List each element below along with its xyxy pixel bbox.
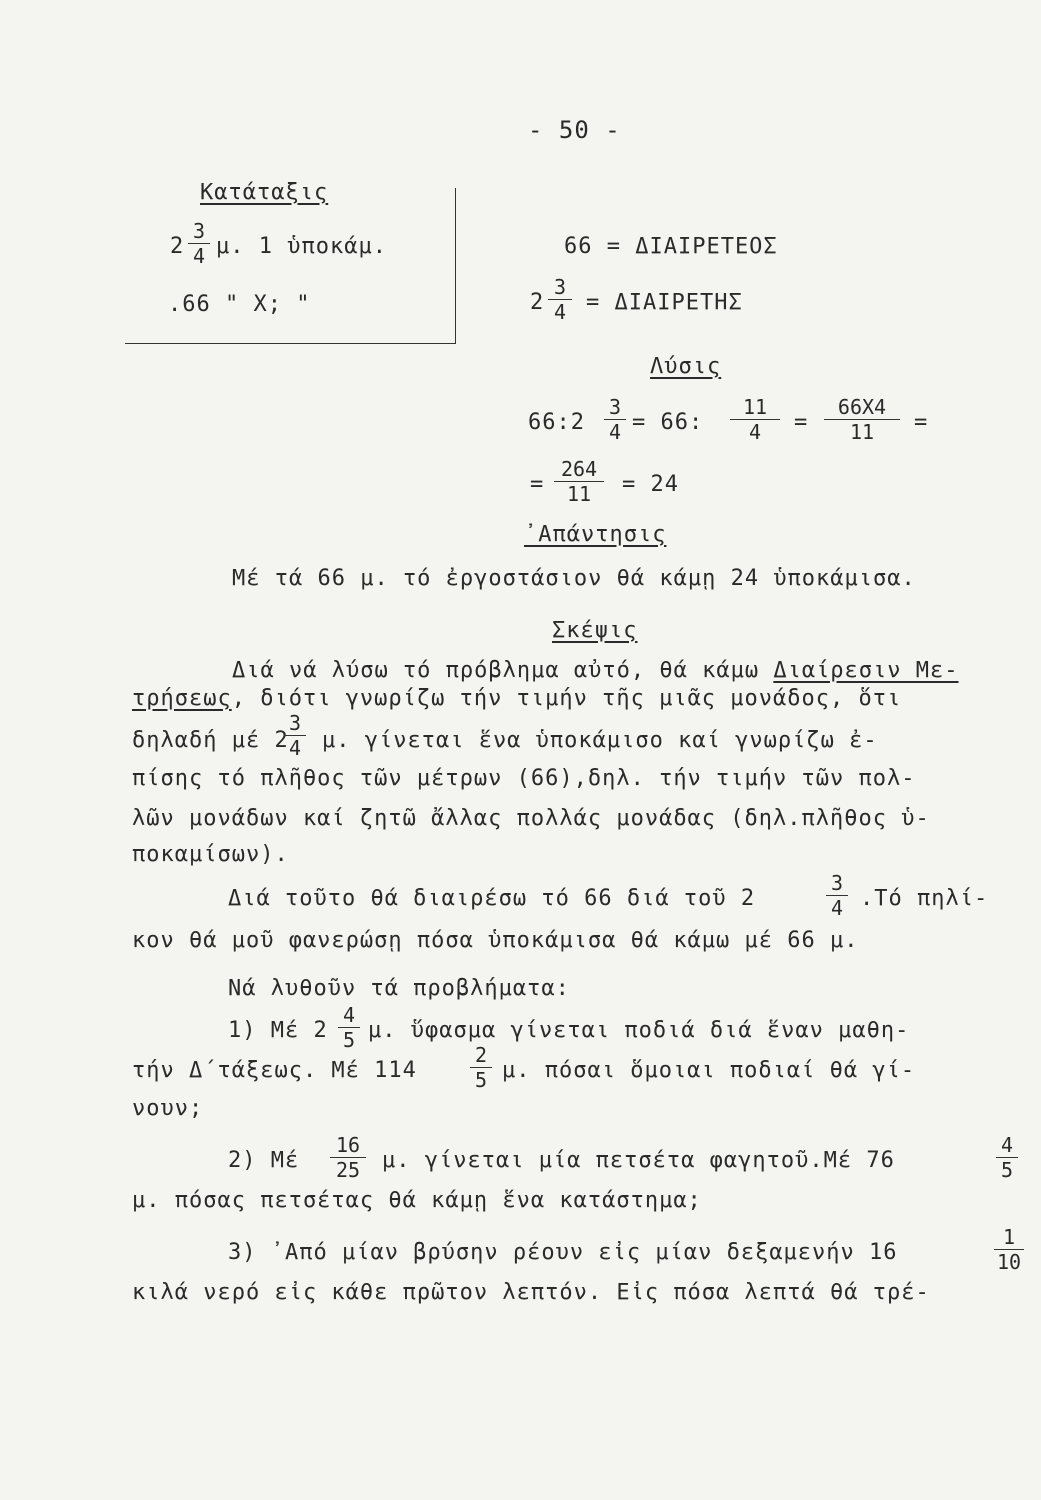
problem1-line2a: τήν Δ΄τάξεως. Μέ 114 bbox=[132, 1058, 417, 1083]
text-run: Διά νά λύσω τό πρόβλημα αὐτό, θά κάμω bbox=[232, 658, 774, 683]
dividend-line: 66 = ΔΙΑΙΡΕΤΕΟΣ bbox=[564, 234, 778, 259]
eq1-fraction1 bbox=[604, 396, 626, 443]
underlined-term: τρήσεως bbox=[132, 686, 232, 711]
skepsis-p2-line2: κον θά μοῦ φανερώσῃ πόσα ὑποκάμισα θά κάμω μέ 66 μ. bbox=[132, 928, 859, 953]
numerator: 3 bbox=[608, 395, 622, 419]
katataxis-row2-text: .66 " X; " bbox=[168, 292, 311, 317]
skepsis-p2-line1a: Διά τοῦτο θά διαιρέσω τό 66 διά τοῦ 2 bbox=[228, 886, 756, 911]
numerator: 3 bbox=[830, 871, 844, 895]
numerator: 264 bbox=[560, 457, 598, 481]
problem3-fraction bbox=[994, 1226, 1024, 1273]
denominator: 10 bbox=[996, 1250, 1022, 1274]
skepsis-p1-line5: λῶν μονάδων καί ζητῶ ἄλλας πολλάς μονάδας (δηλ.πλῆθος ὑ- bbox=[132, 806, 930, 831]
numerator: 3 bbox=[192, 219, 206, 243]
skepsis-p1-line4: πίσης τό πλῆθος τῶν μέτρων (66),δηλ. τήν τιμήν τῶν πολ- bbox=[132, 766, 916, 791]
eq1-a: 66:2 bbox=[528, 410, 585, 435]
numerator: 1 bbox=[1002, 1225, 1016, 1249]
problems-intro: Νά λυθοῦν τά προβλήματα: bbox=[228, 976, 570, 1001]
eq1-fraction3 bbox=[824, 396, 900, 443]
lysis-heading: Λύσις bbox=[650, 354, 722, 379]
denominator: 4 bbox=[830, 896, 844, 920]
katataxis-row1-whole: 2 bbox=[170, 234, 185, 259]
katataxis-row1-fraction bbox=[188, 220, 210, 267]
skepsis-p1-line2 bbox=[132, 686, 901, 711]
numerator: 3 bbox=[288, 711, 302, 735]
page-number: - 50 - bbox=[528, 116, 621, 144]
denominator: 11 bbox=[566, 482, 592, 506]
problem2-line1a: 2) Μέ bbox=[228, 1148, 300, 1173]
problem1-line3: νουν; bbox=[132, 1096, 204, 1121]
denominator: 4 bbox=[192, 244, 206, 268]
box-divider-vertical bbox=[455, 188, 456, 343]
eq2-fraction bbox=[554, 458, 604, 505]
problem3-line1a: 3) ᾿Από μίαν βρύσην ρέουν εἰς μίαν δεξαμενήν 16 bbox=[228, 1240, 898, 1265]
problem1-fraction2 bbox=[470, 1044, 492, 1091]
skepsis-p2-line1b: .Τό πηλί- bbox=[860, 886, 989, 911]
skepsis-fraction bbox=[284, 712, 306, 759]
box-divider-horizontal bbox=[125, 343, 456, 344]
skepsis-p1-line6: ποκαμίσων). bbox=[132, 842, 289, 867]
numerator: 4 bbox=[1000, 1133, 1014, 1157]
problem1-line1a: 1) Μέ 2 bbox=[228, 1018, 328, 1043]
problem3-line2: κιλά νερό εἰς κάθε πρῶτον λεπτόν. Εἰς πόσα λεπτά θά τρέ- bbox=[132, 1280, 930, 1305]
denominator: 4 bbox=[748, 420, 762, 444]
underlined-term: Διαίρεσιν Με- bbox=[773, 658, 959, 683]
denominator: 5 bbox=[342, 1028, 356, 1052]
eq1-fraction2 bbox=[730, 396, 780, 443]
divisor-whole: 2 bbox=[530, 290, 545, 315]
numerator: 11 bbox=[742, 395, 768, 419]
problem2-fraction1 bbox=[330, 1134, 366, 1181]
denominator: 4 bbox=[608, 420, 622, 444]
problem2-line2: μ. πόσας πετσέτας θά κάμῃ ἕνα κατάστημα; bbox=[132, 1188, 702, 1213]
skepsis-heading: Σκέψις bbox=[552, 618, 638, 643]
numerator: 2 bbox=[474, 1043, 488, 1067]
problem2-line1b: μ. γίνεται μία πετσέτα φαγητοῦ.Μέ 76 bbox=[382, 1148, 895, 1173]
eq1-c: = bbox=[794, 410, 809, 435]
divisor-line: = ΔΙΑΙΡΕΤΗΣ bbox=[586, 290, 743, 315]
divisor-fraction bbox=[548, 276, 572, 323]
skepsis-p1-line1 bbox=[232, 658, 959, 683]
text-run: , διότι γνωρίζω τήν τιμήν τῆς μιᾶς μονάδος, ὅτι bbox=[231, 686, 902, 711]
problem2-fraction2 bbox=[996, 1134, 1018, 1181]
eq1-d: = bbox=[914, 410, 929, 435]
numerator: 16 bbox=[335, 1133, 361, 1157]
problem1-fraction1 bbox=[338, 1004, 360, 1051]
eq2-a: = bbox=[530, 472, 545, 497]
eq2-b: = 24 bbox=[622, 472, 679, 497]
apantisis-heading: ᾿Απάντησις bbox=[524, 522, 667, 547]
problem1-line2b: μ. πόσαι ὅμοιαι ποδιαί θά γί- bbox=[502, 1058, 916, 1083]
denominator: 4 bbox=[553, 300, 567, 324]
numerator: 3 bbox=[553, 275, 567, 299]
apantisis-text: Μέ τά 66 μ. τό ἐργοστάσιον θά κάμῃ 24 ὑποκάμισα. bbox=[232, 566, 916, 591]
denominator: 11 bbox=[849, 420, 875, 444]
denominator: 4 bbox=[288, 736, 302, 760]
skepsis-p1-line3b: μ. γίνεται ἕνα ὑποκάμισο καί γνωρίζω ἐ- bbox=[322, 728, 878, 753]
eq1-b: = 66: bbox=[632, 410, 704, 435]
denominator: 5 bbox=[1000, 1158, 1014, 1182]
numerator: 66X4 bbox=[837, 395, 887, 419]
katataxis-heading: Κατάταξις bbox=[200, 180, 329, 205]
denominator: 5 bbox=[474, 1068, 488, 1092]
skepsis-p2-fraction bbox=[826, 872, 848, 919]
katataxis-row1-text: μ. 1 ὑποκάμ. bbox=[216, 234, 387, 259]
problem1-line1b: μ. ὕφασμα γίνεται ποδιά διά ἕναν μαθη- bbox=[368, 1018, 910, 1043]
skepsis-p1-line3a: δηλαδή μέ 2 bbox=[132, 728, 289, 753]
denominator: 25 bbox=[335, 1158, 361, 1182]
numerator: 4 bbox=[342, 1003, 356, 1027]
